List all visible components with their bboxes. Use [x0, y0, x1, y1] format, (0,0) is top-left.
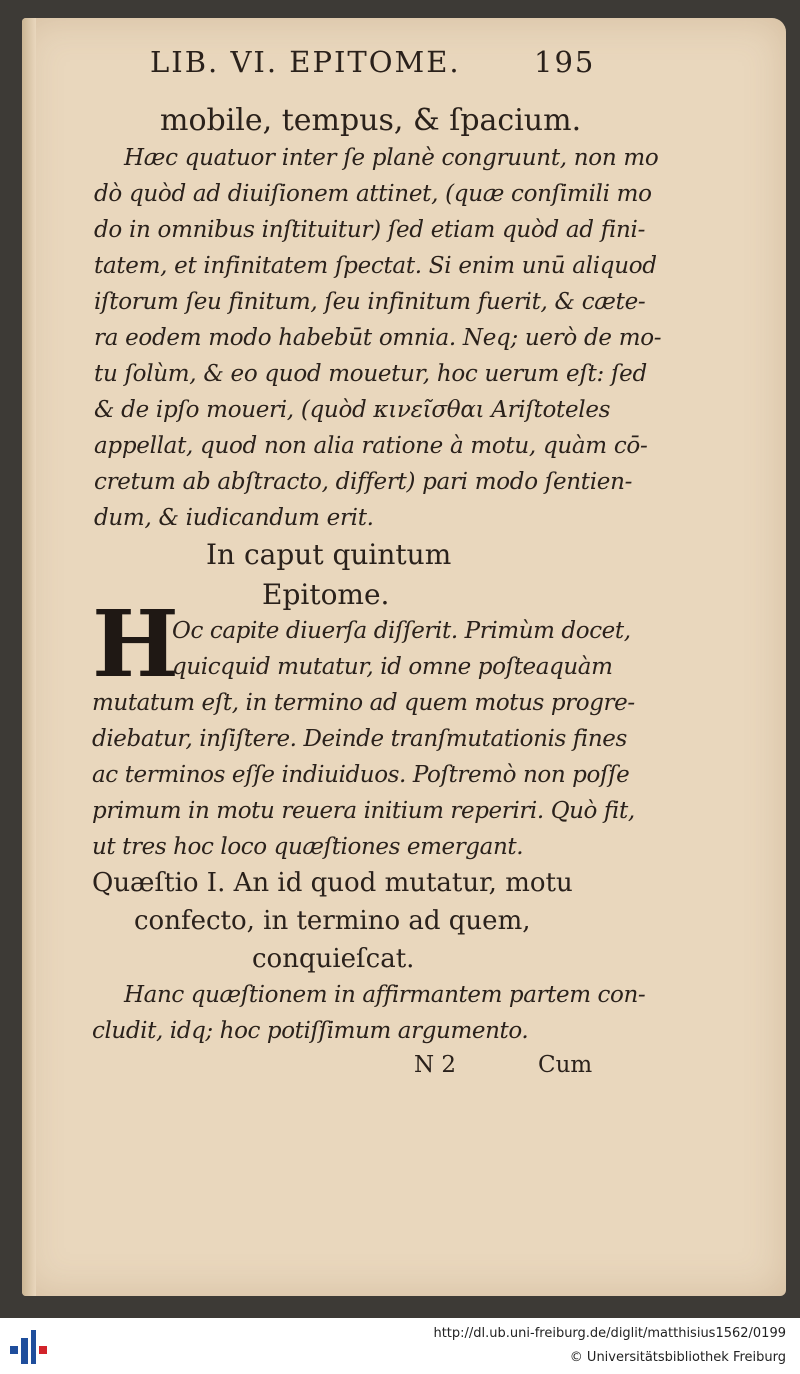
permalink-url[interactable]: http://dl.ub.uni-freiburg.de/diglit/matthisius1562/0199	[433, 1326, 786, 1341]
text-line: ut tres hoc loco quæſtiones emergant.	[92, 834, 524, 860]
text-line: do in omnibus inſtituitur) ſed etiam quòd ad fini-	[94, 217, 646, 243]
text-line: iſtorum ſeu finitum, ſeu infinitum fuerit, & cæte-	[94, 289, 646, 315]
signature-mark: N 2	[414, 1052, 457, 1078]
page-number: 195	[534, 45, 596, 79]
text-line: mobile, tempus, & ſpacium.	[160, 103, 582, 138]
page-gutter	[22, 18, 36, 1296]
running-head-title: LIB. VI. EPITOME.	[150, 45, 461, 79]
text-line: diebatur, inſiſtere. Deinde tranſmutationis fines	[92, 726, 627, 752]
text-line: Hanc quæſtionem in affirmantem partem con-	[124, 982, 646, 1008]
text-line: tatem, et infinitatem ſpectat. Si enim unū aliquod	[94, 253, 657, 279]
text-line: ra eodem modo habebūt omnia. Neq; uerò de mo-	[94, 325, 662, 351]
text-line: tu ſolùm, & eo quod mouetur, hoc uerum eſt: ſed	[94, 361, 647, 387]
text-line: Hæc quatuor inter ſe planè congruunt, non mo	[124, 145, 659, 171]
question-heading: conquieſcat.	[252, 944, 415, 974]
text-line: quicquid mutatur, id omne poſteaquàm	[172, 654, 613, 680]
section-heading: In caput quintum	[206, 538, 452, 571]
copyright-notice: © Universitätsbibliothek Freiburg	[569, 1350, 786, 1365]
section-heading-sub: Epitome.	[262, 578, 390, 611]
question-heading: Quæſtio I. An id quod mutatur, motu	[92, 868, 573, 898]
catchword: Cum	[538, 1052, 593, 1078]
text-line: Oc capite diuerſa diſſerit. Primùm docet,	[172, 618, 631, 644]
text-line: cretum ab abſtracto, differt) pari modo ſentien-	[94, 469, 633, 495]
text-line: cludit, idq; hoc potiſſimum argumento.	[92, 1018, 529, 1044]
text-line: ac terminos eſſe indiuiduos. Poſtremò non poſſe	[92, 762, 630, 788]
text-line: mutatum eſt, in termino ad quem motus progre-	[92, 690, 635, 716]
text-line: & de ipſo moueri, (quòd κινεῖσθαι Ariſtoteles	[94, 397, 611, 423]
running-head	[150, 45, 600, 85]
drop-cap: H	[92, 590, 179, 698]
university-logo-icon	[10, 1330, 50, 1364]
text-line: appellat, quod non alia ratione à motu, quàm cō-	[94, 433, 648, 459]
viewer-footer	[0, 1318, 800, 1374]
text-line: primum in motu reuera initium reperiri. Quò fit,	[92, 798, 635, 824]
text-line: dum, & iudicandum erit.	[94, 505, 374, 531]
question-heading: confecto, in termino ad quem,	[134, 906, 531, 936]
text-line: dò quòd ad diuiſionem attinet, (quæ conſimili mo	[94, 181, 652, 207]
